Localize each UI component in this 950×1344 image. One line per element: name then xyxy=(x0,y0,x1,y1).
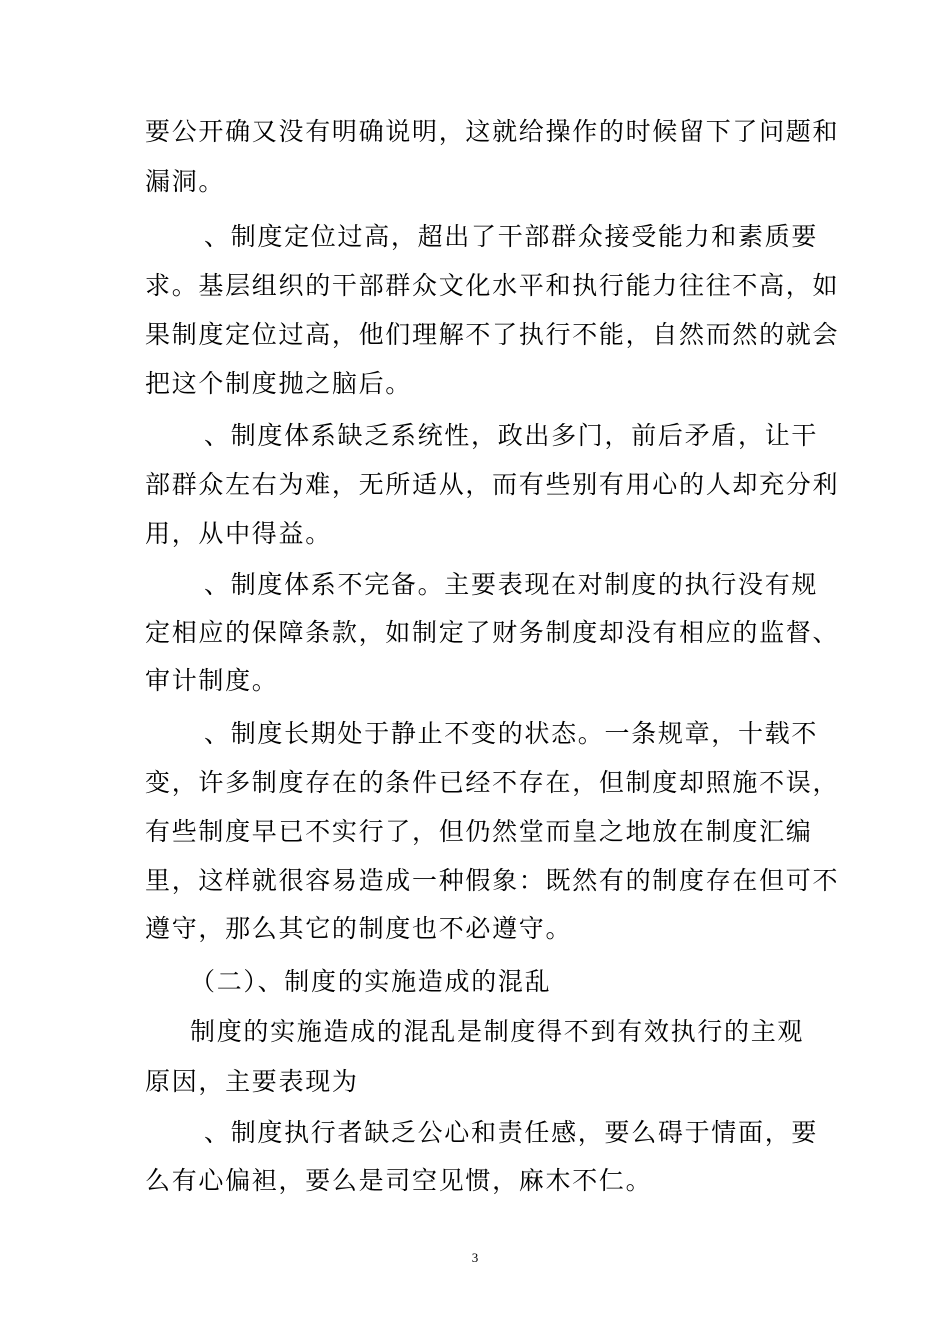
list-item-line: 、制度体系缺乏系统性，政出多门，前后矛盾，让干 xyxy=(204,421,819,450)
body-text-line: 里，这样就很容易造成一种假象：既然有的制度存在但可不 xyxy=(145,866,840,895)
body-text-line: 求。基层组织的干部群众文化水平和执行能力往往不高，如 xyxy=(145,271,840,300)
body-text-line: 部群众左右为难，无所适从，而有些别有用心的人却充分利 xyxy=(145,470,840,499)
list-item-line: 、制度体系不完备。主要表现在对制度的执行没有规 xyxy=(204,570,819,599)
body-text-line: 把这个制度抛之脑后。 xyxy=(145,369,413,398)
body-text-line: 要公开确又没有明确说明，这就给操作的时候留下了问题和 xyxy=(145,117,840,146)
body-text-line: 用，从中得益。 xyxy=(145,519,332,548)
list-item-line: 、制度长期处于静止不变的状态。一条规章，十载不 xyxy=(204,719,819,748)
body-text-line: 原因，主要表现为 xyxy=(145,1067,359,1096)
list-item-line: 、制度定位过高，超出了干部群众接受能力和素质要 xyxy=(204,222,819,251)
body-text-line: 定相应的保障条款，如制定了财务制度却没有相应的监督、 xyxy=(145,618,840,647)
list-item-line: 、制度执行者缺乏公心和责任感，要么碍于情面，要 xyxy=(204,1118,819,1147)
page-number: 3 xyxy=(471,1250,479,1265)
body-text-line: 遵守，那么其它的制度也不必遵守。 xyxy=(145,914,573,943)
body-text-line: 么有心偏袒，要么是司空见惯，麻木不仁。 xyxy=(145,1166,653,1195)
body-text-line: 果制度定位过高，他们理解不了执行不能，自然而然的就会 xyxy=(145,320,840,349)
paragraph-first-line: 制度的实施造成的混乱是制度得不到有效执行的主观 xyxy=(190,1017,805,1046)
body-text-line: 审计制度。 xyxy=(145,666,279,695)
body-text-line: 漏洞。 xyxy=(145,167,226,196)
body-text-line: 变，许多制度存在的条件已经不存在，但制度却照施不误， xyxy=(145,768,840,797)
body-text-line: 有些制度早已不实行了，但仍然堂而皇之地放在制度汇编 xyxy=(145,817,813,846)
section-heading: （二）、制度的实施造成的混乱 xyxy=(190,967,552,996)
